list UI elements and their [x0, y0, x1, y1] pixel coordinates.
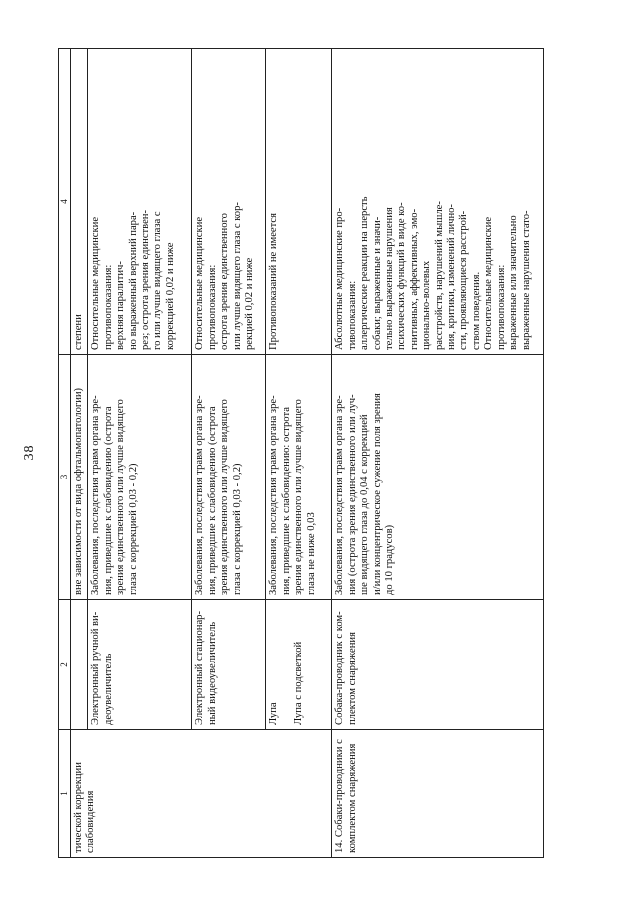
contraindications-cell: Относительные медицинские противопоказания: острота зрения единственного или лучше видящего глаза с кор- рекцией 0,02 и ниже [192, 49, 266, 355]
continuation-row [71, 49, 88, 858]
indications-cell: Заболевания, последствия травм органа зре- ния, приведшие к слабовидению: острота зрения единственного или лучше видящего глаза не ниже 0,03 [266, 355, 332, 600]
column-number: 1 [59, 730, 71, 858]
section-13-title: тической коррекции слабовидения [71, 730, 332, 858]
device-cell: Электронный стационар- ный видеоувеличитель [192, 600, 266, 730]
column-number: 4 [59, 49, 71, 355]
column-number: 2 [59, 600, 71, 730]
column-number: 3 [59, 355, 71, 600]
device-cell: Собака-проводник с ком- плектом снаряжения [332, 600, 544, 730]
device-cell [71, 600, 88, 730]
device-cell: Лупа Лупа с подсветкой [266, 600, 332, 730]
table-row [332, 49, 544, 858]
contraindications-cell: Относительные медицинские противопоказания: верхняя паралитич- но выраженный верхний пара- рез; острота зрения единствен- го или лучше видящего глаза с коррекцией 0,02 и ниже [88, 49, 192, 355]
indications-cell: вне зависимости от вида офтальмопатологии) [71, 355, 88, 600]
section-14-title: 14. Собаки-проводники с комплектом снаряжения [332, 730, 544, 858]
column-number-row [59, 49, 71, 858]
page-number: 38 [22, 444, 37, 461]
contraindications-cell: Абсолютные медицинские про- тивопоказания: аллергические реакции на шерсть собаки; выраженные и значи- тельно выраженные нарушения психических функций в виде ко- гнитивных, аффективных, эмо- ционально-волевых расстройств, нарушений мышле- ния, критики, изменений лично- сти, проявляющиеся расстрой- ством поведения. Относительные медицинские противопоказания: выраженные или значительно выраженные нарушения стато- [332, 49, 544, 355]
contraindications-cell: Противопоказаний не имеется [266, 49, 332, 355]
indications-cell: Заболевания, последствия травм органа зре- ния, приведшие к слабовидению (острота зрения единственного или лучше видящего глаза с коррекцией 0,03 - 0,2) [192, 355, 266, 600]
indications-cell: Заболевания, последствия травм органа зре- ния, приведшие к слабовидению (острота зрения единственного или лучше видящего глаза с коррекцией 0,03 - 0,2) [88, 355, 192, 600]
contraindications-cell: степени [71, 49, 88, 355]
indications-cell: Заболевания, последствия травм органа зре- ния (острота зрения единственного или луч- ше видящего глаза до 0,04 с коррекцией и/или концентрическое сужение поля зрения до 10 градусов) [332, 355, 544, 600]
device-cell: Электронный ручной ви- деоувеличитель [88, 600, 192, 730]
device-table [58, 48, 544, 858]
